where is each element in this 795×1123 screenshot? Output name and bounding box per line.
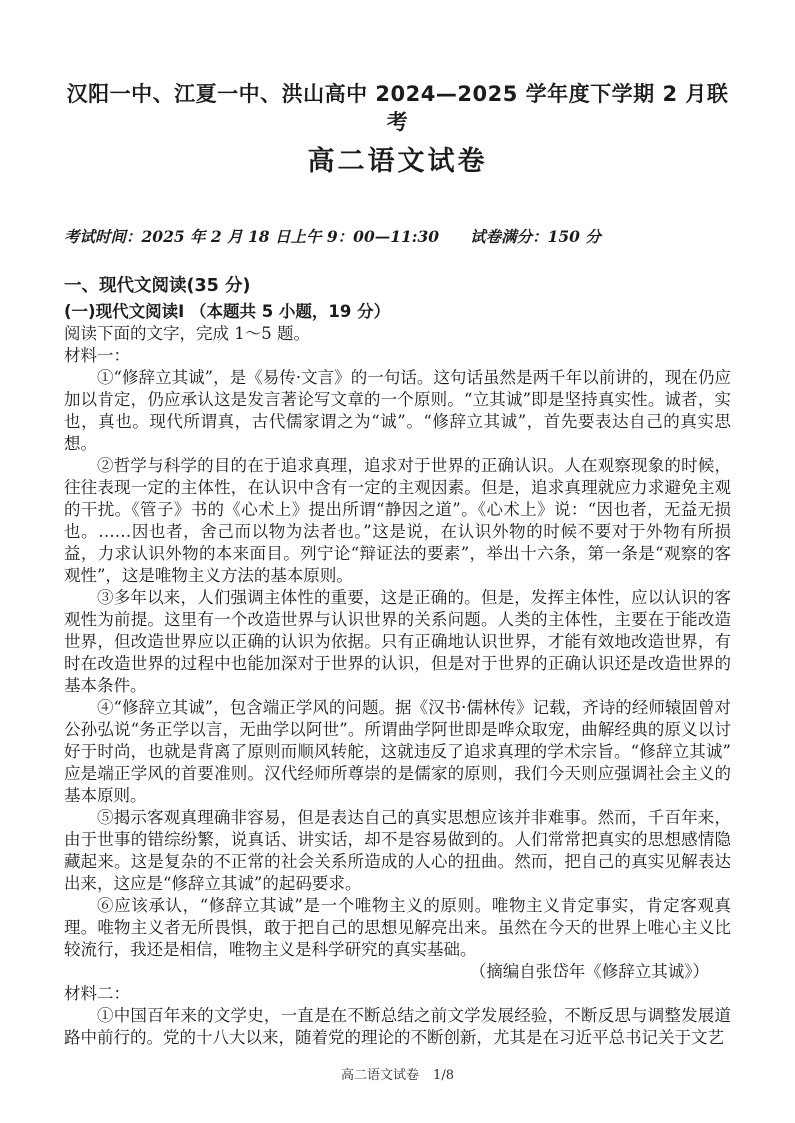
material-one-label: 材料一： xyxy=(64,346,130,365)
reading-instruction: 阅读下面的文字，完成 1～5 题。 xyxy=(64,324,310,343)
material-one-paragraph-2: ②哲学与科学的目的在于追求真理，追求对于世界的正确认识。人在观察现象的时候，往往表现一定的主体性，在认识中含有一定的主观因素。但是，追求真理就应力求避免主观的干扰。《管子》书的《心术上》提出所谓“静因之道”。《心术上》说：“因也者，无益无损也。……因也者，舍己而以物为法者也。”这是说，在认识外物的时候不要对于外物有所损益，力求认识外物的本来面目。列宁论“辩证法的要素”，举出十六条，第一条是“观察的客观性”，这是唯物主义方法的基本原则。 xyxy=(64,456,731,585)
exam-title-schools: 汉阳一中、江夏一中、洪山高中 2024—2025 学年度下学期 2 月联考 xyxy=(66,82,729,134)
material-one-paragraph-5: ⑤揭示客观真理确非容易，但是表达自己的真实思想应该并非难事。然而，千百年来，由于世事的错综纷繁，说真话、讲实话，却不是容易做到的。人们常常把真实的思想感情隐藏起来。这是复杂的不正常的社会关系所造成的人心的扭曲。然而，把自己的真实见解表达出来，这应是“修辞立其诚”的起码要求。 xyxy=(64,808,731,893)
material-one-paragraph-4: ④“修辞立其诚”，包含端正学风的问题。据《汉书·儒林传》记载，齐诗的经师辕固曾对公孙弘说“务正学以言，无曲学以阿世”。所谓曲学阿世即是哗众取宠，曲解经典的原义以讨好于时尚，也就是背离了原则而顺风转舵，这就违反了追求真理的学术宗旨。“修辞立其诚”应是端正学风的首要准则。汉代经师所尊崇的是儒家的原则，我们今天则应强调社会主义的基本原则。 xyxy=(64,698,731,805)
exam-title-subject: 高二语文试卷 xyxy=(307,146,488,177)
exam-time-and-score-info: 考试时间：2025 年 2 月 18 日上午 9：00—11:30 试卷满分：150 分 xyxy=(64,227,601,246)
material-two-paragraph-1: ①中国百年来的文学史，一直是在不断总结之前文学发展经验，不断反思与调整发展道路中前行的。党的十八大以来，随着党的理论的不断创新，尤其是在习近平总书记关于文艺 xyxy=(64,1006,731,1047)
subsection-one-heading: (一)现代文阅读Ⅰ （本题共 5 小题，19 分） xyxy=(64,302,391,321)
material-one-paragraph-3: ③多年以来，人们强调主体性的重要，这是正确的。但是，发挥主体性，应以认识的客观性为前提。这里有一个改造世界与认识世界的关系问题。人类的主体性，主要在于能改造世界，但改造世界应以正确的认识为依据。只有正确地认识世界，才能有效地改造世界，有时在改造世界的过程中也能加深对于世界的认识，但是对于世界的正确认识还是改造世界的基本条件。 xyxy=(64,588,731,695)
material-two-label: 材料二： xyxy=(64,984,130,1003)
page-footer xyxy=(0,1064,795,1083)
material-one-attribution: （摘编自张岱年《修辞立其诚》） xyxy=(469,962,709,981)
material-one-paragraph-1: ①“修辞立其诚”，是《易传·文言》的一句话。这句话虽然是两千年以前讲的，现在仍应加以肯定，仍应承认这是发言著论写文章的一个原则。“立其诚”即是坚持真实性。诚者，实也，真也。现代所谓真，古代儒家谓之为“诚”。“修辞立其诚”，首先要表达自己的真实思想。 xyxy=(64,368,731,453)
footer-page-indicator: 1/8 xyxy=(433,1068,454,1083)
material-one-paragraph-6: ⑥应该承认，“修辞立其诚”是一个唯物主义的原则。唯物主义肯定事实，肯定客观真理。唯物主义者无所畏惧，敢于把自己的思想见解亮出来。虽然在今天的世界上唯心主义比较流行，我还是相信，唯物主义是科学研究的真实基础。 xyxy=(64,896,731,959)
footer-doc-label: 高二语文试卷 xyxy=(341,1068,420,1083)
section-one-heading: 一、现代文阅读(35 分) xyxy=(64,276,251,296)
